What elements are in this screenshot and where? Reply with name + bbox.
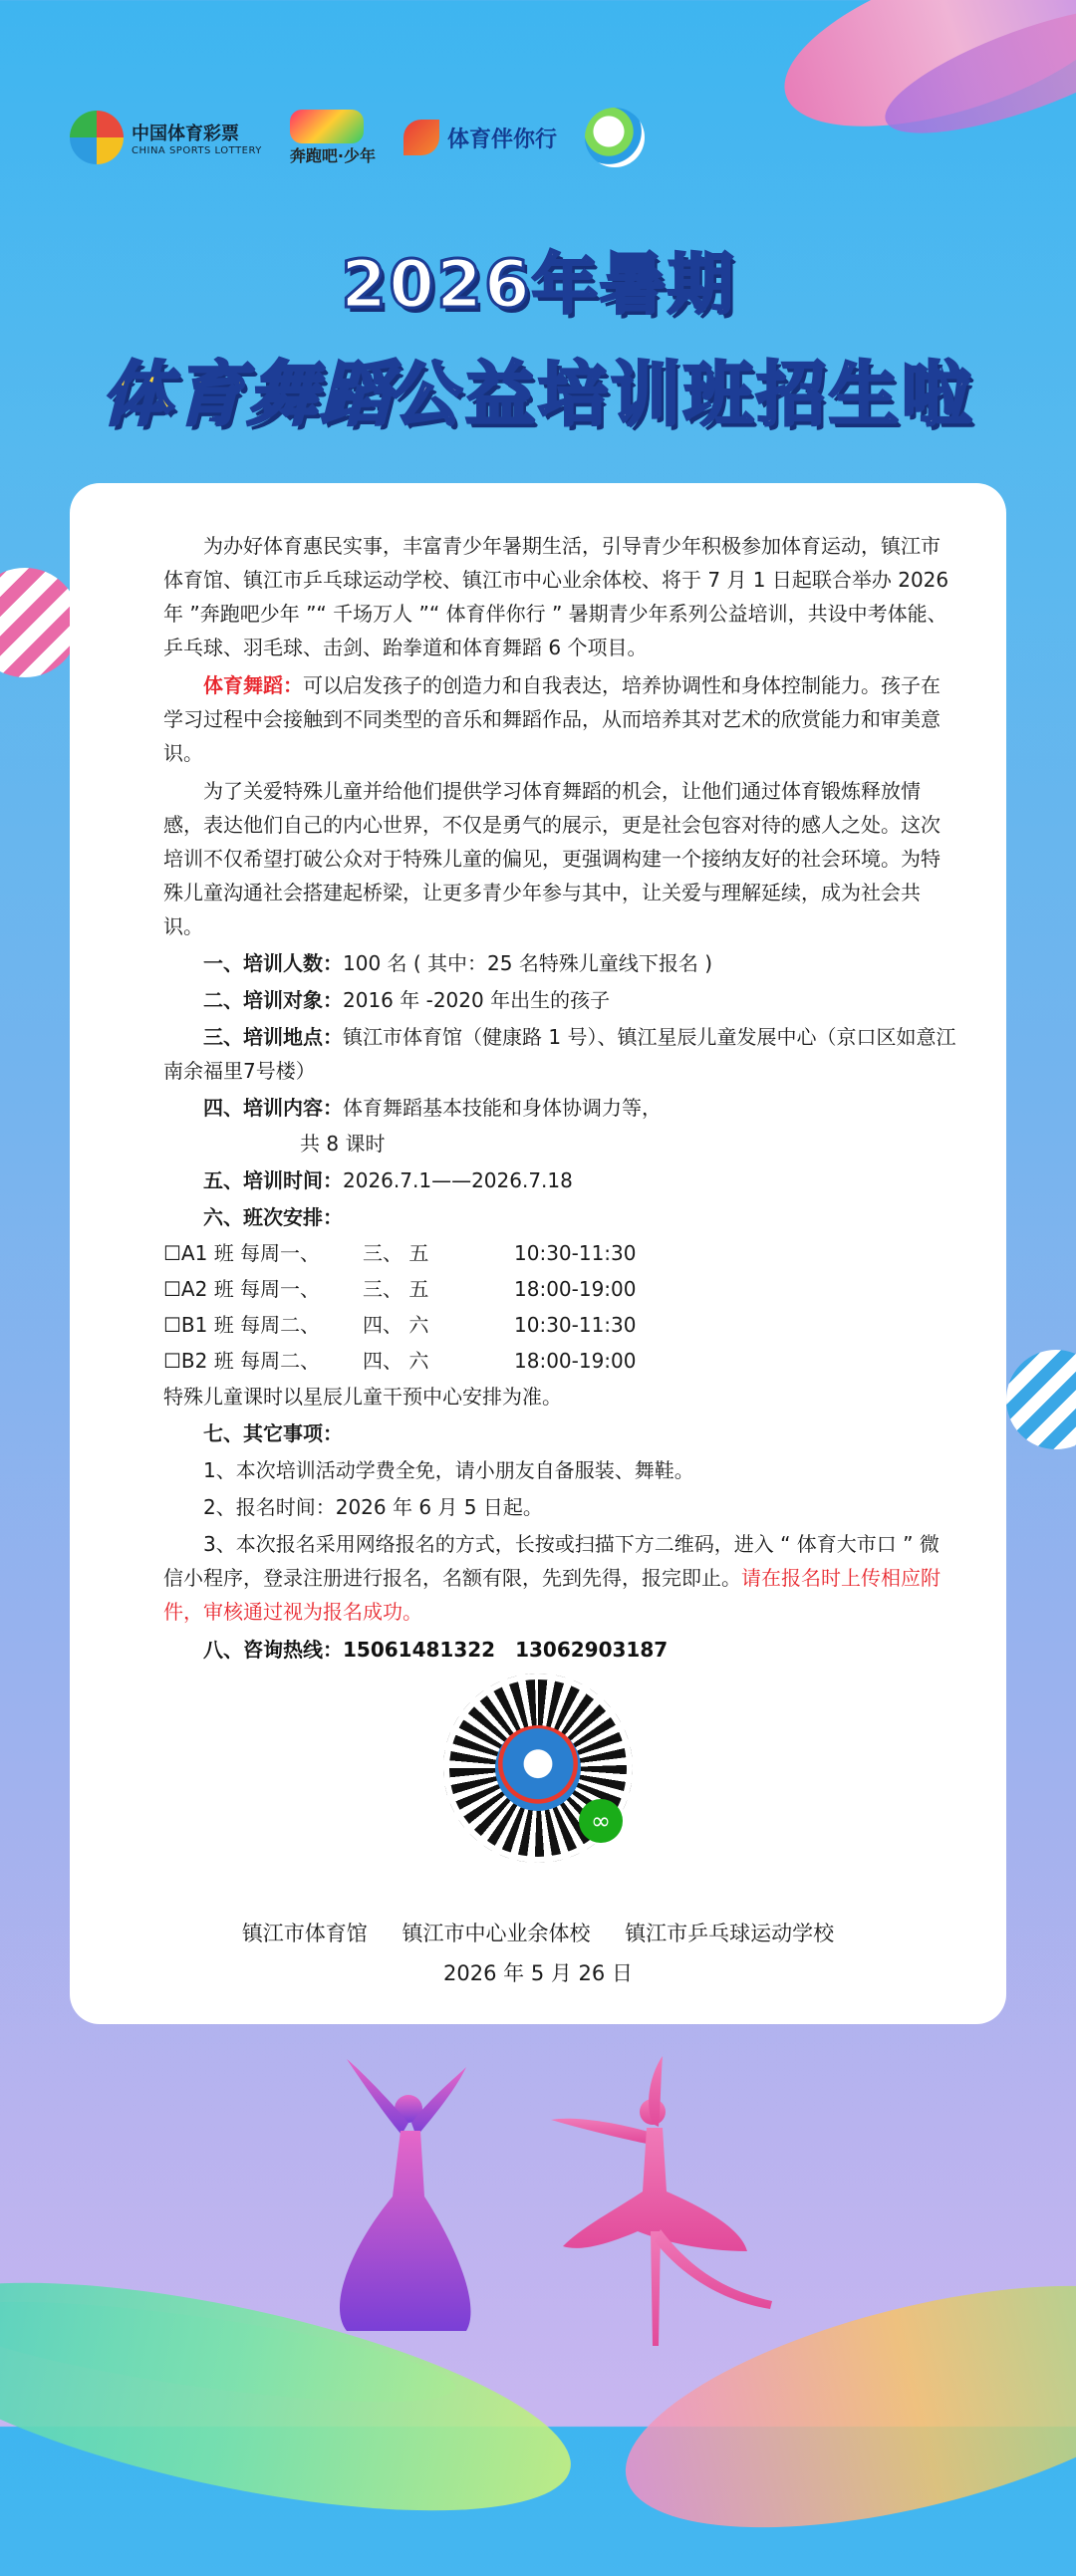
organizers	[70, 1918, 1006, 1947]
schedule-row: ☐B2 班 每周二、 四、 六 18:00-19:00	[163, 1349, 637, 1373]
schedule-row: ☐A1 班 每周一、 三、 五 10:30-11:30	[163, 1241, 637, 1265]
sports-partner-text: 体育伴你行	[447, 127, 558, 152]
other-item-1: 1、本次培训活动学费全免，请小朋友自备服装、舞鞋。	[203, 1458, 694, 1482]
schedule-list	[163, 1236, 958, 1378]
lottery-name-cn: 中国体育彩票	[132, 123, 239, 144]
organizer-3: 镇江市乒乓球运动学校	[625, 1922, 835, 1945]
miniprogram-badge-icon: ∞	[579, 1799, 623, 1843]
lottery-name-en: CHINA SPORTS LOTTERY	[132, 144, 262, 156]
striped-ball-icon	[0, 568, 80, 677]
run-youth-text: 奔跑吧·少年	[289, 145, 377, 165]
issue-date: 2026 年 5 月 26 日	[443, 1961, 633, 1985]
china-sports-lottery-logo	[70, 111, 262, 164]
info-place: 三、培训地点：镇江市体育馆（健康路 1 号）、镇江星辰儿童发展中心（京口区如意江南余福里7号楼）	[163, 1025, 956, 1083]
decor-wave-bottom-left	[0, 2236, 589, 2557]
title-highlight: 体育舞蹈	[102, 354, 393, 435]
sports-center-logo	[585, 108, 645, 167]
other-item-3: 3、本次报名采用网络报名的方式，长按或扫描下方二维码，进入 “ 体育大市口 ” 微信小程序，登录注册进行报名，名额有限，先到先得，报完即止。请在报名时上传相应附件，审核通过视为报名成功。	[163, 1532, 941, 1624]
lottery-star-icon	[70, 111, 124, 164]
wechat-miniprogram-qr-code[interactable]	[443, 1674, 633, 1863]
sports-partner-icon	[404, 120, 439, 155]
content-card	[70, 483, 1006, 2024]
info-count: 一、培训人数：100 名 ( 其中：25 名特殊儿童线下报名 )	[203, 951, 713, 975]
info-content: 四、培训内容：体育舞蹈基本技能和身体协调力等，	[203, 1096, 662, 1120]
ballerina-silhouette-right-icon	[543, 2052, 782, 2351]
intro-paragraph-2	[163, 668, 958, 770]
dance-label: 体育舞蹈：	[203, 673, 303, 697]
sports-center-emblem-icon	[585, 108, 645, 167]
qr-center-logo-icon	[495, 1725, 581, 1811]
logo-bar	[70, 108, 645, 167]
run-youth-icon	[290, 110, 364, 143]
organizer-1: 镇江市体育馆	[241, 1922, 368, 1945]
page-title-line1: 2026年暑期	[341, 246, 735, 323]
run-youth-logo	[290, 110, 376, 166]
info-time: 五、培训时间：2026.7.1——2026.7.18	[203, 1168, 573, 1192]
dance-description: 可以启发孩子的创造力和自我表达，培养协调性和身体控制能力。孩子在学习过程中会接触到不同类型的音乐和舞蹈作品，从而培养其对艺术的欣赏能力和审美意识。	[163, 673, 941, 765]
info-other-heading: 七、其它事项：	[203, 1421, 343, 1445]
organizer-2: 镇江市中心业余体校	[402, 1922, 591, 1945]
schedule-row: ☐A2 班 每周一、 三、 五 18:00-19:00	[163, 1277, 637, 1301]
other-item-2: 2、报名时间：2026 年 6 月 5 日起。	[203, 1495, 543, 1519]
title-rest: 公益培训班招生啦	[393, 354, 974, 435]
schedule-note: 特殊儿童课时以星辰儿童干预中心安排为准。	[163, 1385, 562, 1409]
upload-notice: 请在报名时上传相应附件，审核通过视为报名成功。	[163, 1566, 941, 1624]
info-content-hours: 共 8 课时	[300, 1132, 386, 1156]
dancer-silhouette-left-icon	[317, 2057, 486, 2336]
info-schedule-heading: 六、班次安排：	[203, 1205, 343, 1229]
info-target: 二、培训对象：2016 年 -2020 年出生的孩子	[203, 988, 611, 1012]
intro-paragraph-3: 为了关爱特殊儿童并给他们提供学习体育舞蹈的机会，让他们通过体育锻炼释放情感，表达他们自己的内心世界，不仅是勇气的展示，更是社会包容对待的感人之处。这次培训不仅希望打破公众对于特殊儿童的偏见，更强调构建一个接纳友好的社会环境。为特殊儿童沟通社会搭建起桥梁，让更多青少年参与其中，让关爱与理解延续，成为社会共识。	[163, 779, 941, 938]
striped-ball-icon	[1006, 1350, 1076, 1449]
info-hotline: 八、咨询热线：15061481322 13062903187	[203, 1638, 669, 1662]
schedule-row: ☐B1 班 每周二、 四、 六 10:30-11:30	[163, 1313, 637, 1337]
intro-paragraph-1: 为办好体育惠民实事，丰富青少年暑期生活，引导青少年积极参加体育运动，镇江市体育馆、镇江市乒乓球运动学校、镇江市中心业余体校、将于 7 月 1 日起联合举办 2026 年 ”奔跑吧少年 ”“ 千场万人 ”“ 体育伴你行 ” 暑期青少年系列公益培训，共设中考体能、乒乓球、羽毛球、击剑、跆拳道和体育舞蹈 6 个项目。	[163, 534, 949, 659]
page-title-line2	[0, 339, 1076, 439]
sports-partner-logo	[404, 120, 557, 155]
